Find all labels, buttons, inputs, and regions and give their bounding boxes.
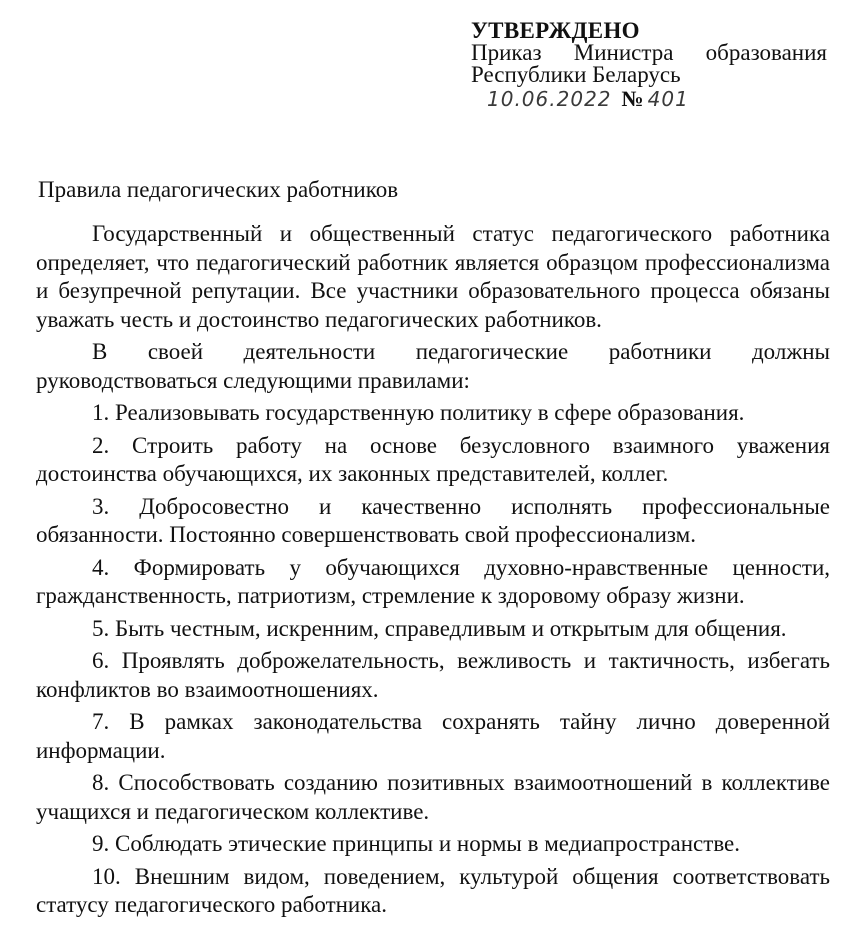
approval-country-line: Республики Беларусь [471, 62, 681, 87]
rule-item-6: 6. Проявлять доброжелательность, вежливость и тактичность, избегать конфликтов во взаимоотношениях. [36, 648, 830, 702]
handwritten-date: 10.06.2022 [487, 87, 612, 111]
handwritten-order-number: 401 [647, 87, 689, 111]
rule-item-10: 10. Внешним видом, поведением, культурой общения соответствовать статусу педагогического работника. [36, 863, 830, 917]
number-sign: № [621, 86, 644, 111]
rule-item-9: 9. Соблюдать этические принципы и нормы в медиапространстве. [92, 831, 740, 856]
rule-item-7: 7. В рамках законодательства сохранять тайну лично доверенной информации. [36, 709, 830, 763]
paragraph-intro: Государственный и общественный статус педагогического работника определяет, что педагогический работник является образцом профессионализма и безупречной репутации. Все участники образовательного процесса обязаны уважать честь и достоинство педагогических работников. [36, 221, 830, 332]
rule-item-2: 2. Строить работу на основе безусловного взаимного уважения достоинства обучающихся, их законных представителей, коллег. [36, 432, 830, 486]
approval-heading: УТВЕРЖДЕНО [471, 18, 640, 43]
rule-item-1: 1. Реализовывать государственную политику в сфере образования. [92, 400, 745, 425]
document-body [36, 220, 830, 924]
rule-item-5: 5. Быть честным, искренним, справедливым и открытым для общения. [92, 615, 787, 641]
rule-item-4: 4. Формировать у обучающихся духовно-нравственные ценности, гражданственность, патриотизм, стремление к здоровому образу жизни. [36, 554, 830, 608]
approval-date-number-line [471, 88, 831, 110]
rule-item-8: 8. Способствовать созданию позитивных взаимоотношений в коллективе учащихся и педагогическом коллективе. [36, 770, 830, 824]
approval-block [471, 20, 831, 110]
rule-item-3: 3. Добросовестно и качественно исполнять профессиональные обязанности. Постоянно совершенствовать свой профессионализм. [36, 493, 830, 547]
paragraph-rules-lead: В своей деятельности педагогические работники должны руководствоваться следующими правилами: [36, 339, 830, 393]
approval-order-line: Приказ Министра образования [471, 40, 827, 65]
document-title: Правила педагогических работников [38, 177, 399, 202]
